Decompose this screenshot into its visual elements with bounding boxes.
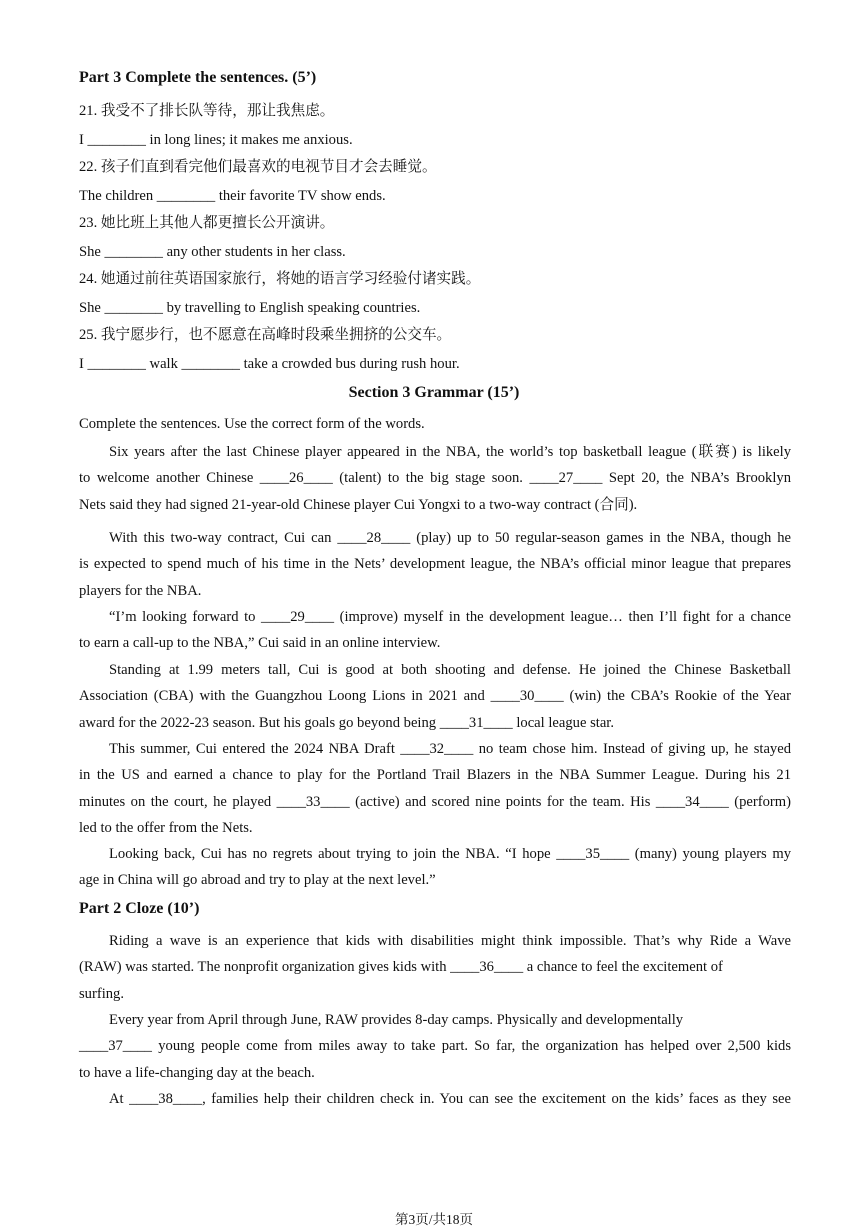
paragraph-line: With this two-way contract, Cui can ____28____ (play) up to 50 regular-season games in the NBA, though he	[109, 530, 791, 546]
grammar-paragraph	[79, 657, 791, 736]
part3-item-22-chinese: 22. 孩子们直到看完他们最喜欢的电视节目才会去睡觉。	[79, 159, 437, 175]
section3-instruction: Complete the sentences. Use the correct form of the words.	[79, 416, 425, 432]
paragraph-line: At ____38____, families help their children check in. You can see the excitement on the kids’ faces as they see	[109, 1091, 791, 1107]
part3-item-24-chinese: 24. 她通过前往英语国家旅行，将她的语言学习经验付诸实践。	[79, 271, 481, 287]
part3-item-25-chinese: 25. 我宁愿步行，也不愿意在高峰时段乘坐拥挤的公交车。	[79, 327, 452, 343]
paragraph-line: surfing.	[79, 985, 124, 1002]
paragraph-line: to welcome another Chinese ____26____ (talent) to the big stage soon. ____27____ Sept 20, the NBA’s Brooklyn	[79, 470, 791, 487]
cloze-paragraph	[79, 1086, 791, 1112]
paragraph-line: Looking back, Cui has no regrets about trying to join the NBA. “I hope ____35____ (many) young players my	[109, 846, 791, 862]
paragraph-line: led to the offer from the Nets.	[79, 820, 253, 837]
paragraph-line: (RAW) was started. The nonprofit organization gives kids with ____36____ a chance to feel the excitement of	[79, 959, 723, 976]
part3-item-21-chinese: 21. 我受不了排长队等待，那让我焦虑。	[79, 103, 335, 119]
paragraph-line: Riding a wave is an experience that kids with disabilities might think impossible. That’s why Ride a Wave	[109, 933, 791, 949]
paragraph-line: Every year from April through June, RAW provides 8-day camps. Physically and developmentally	[109, 1012, 684, 1028]
page-number-footer: 第3页/共18页	[394, 1212, 473, 1227]
grammar-paragraph	[79, 439, 791, 518]
paragraph-line: Standing at 1.99 meters tall, Cui is good at both shooting and defense. He joined the Chinese Basketball	[109, 662, 791, 678]
grammar-paragraph	[79, 841, 791, 894]
paragraph-line: award for the 2022-23 season. But his goals go beyond being ____31____ local league star.	[79, 714, 614, 731]
grammar-paragraph	[79, 525, 791, 604]
part3-item-21-english: I ________ in long lines; it makes me anxious.	[79, 132, 353, 148]
paragraph-line: This summer, Cui entered the 2024 NBA Draft ____32____ no team chose him. Instead of giving up, he stayed	[109, 741, 791, 757]
paragraph-line: ____37____ young people come from miles away to take part. So far, the organization has helped over 2,500 kids	[79, 1038, 791, 1055]
paragraph-line: Association (CBA) with the Guangzhou Loong Lions in 2021 and ____30____ (win) the CBA’s Rookie of the Year	[79, 688, 791, 705]
paragraph-line: minutes on the court, he played ____33____ (active) and scored nine points for the team. His ____34____ (perform)	[79, 793, 791, 810]
part3-item-25-english: I ________ walk ________ take a crowded bus during rush hour.	[79, 356, 460, 372]
part3-item-22-english: The children ________ their favorite TV show ends.	[79, 188, 386, 204]
paragraph-line: is expected to spend much of his time in the Nets’ development league, the NBA’s official minor league that prepares	[79, 556, 791, 573]
paragraph-line: in the US and earned a chance to play for the Portland Trail Blazers in the NBA Summer League. During his 21	[79, 767, 791, 784]
paragraph-line: to have a life-changing day at the beach.	[79, 1064, 315, 1081]
paragraph-line: players for the NBA.	[79, 582, 202, 599]
paragraph-line: “I’m looking forward to ____29____ (improve) myself in the development league… then I’ll fight for a chance	[109, 609, 791, 625]
part3-item-24-english: She ________ by travelling to English speaking countries.	[79, 300, 421, 316]
part3-item-23-chinese: 23. 她比班上其他人都更擅长公开演讲。	[79, 215, 335, 231]
cloze-paragraph	[79, 928, 791, 1007]
grammar-paragraph	[79, 604, 791, 657]
paragraph-line: Nets said they had signed 21-year-old Chinese player Cui Yongxi to a two-way contract (合同).	[79, 496, 638, 513]
part3-heading: Part 3 Complete the sentences. (5’)	[79, 69, 317, 86]
part2-heading: Part 2 Cloze (10’)	[79, 900, 200, 917]
paragraph-line: to earn a call-up to the NBA,” Cui said in an online interview.	[79, 635, 441, 652]
paragraph-line: age in China will go abroad and try to play at the next level.”	[79, 872, 436, 889]
grammar-paragraph	[79, 736, 791, 842]
part3-item-23-english: She ________ any other students in her class.	[79, 244, 346, 260]
section3-heading: Section 3 Grammar (15’)	[348, 384, 520, 401]
cloze-paragraph	[79, 1007, 791, 1086]
paragraph-line: Six years after the last Chinese player appeared in the NBA, the world’s top basketball league (联赛) is likely	[109, 444, 791, 460]
